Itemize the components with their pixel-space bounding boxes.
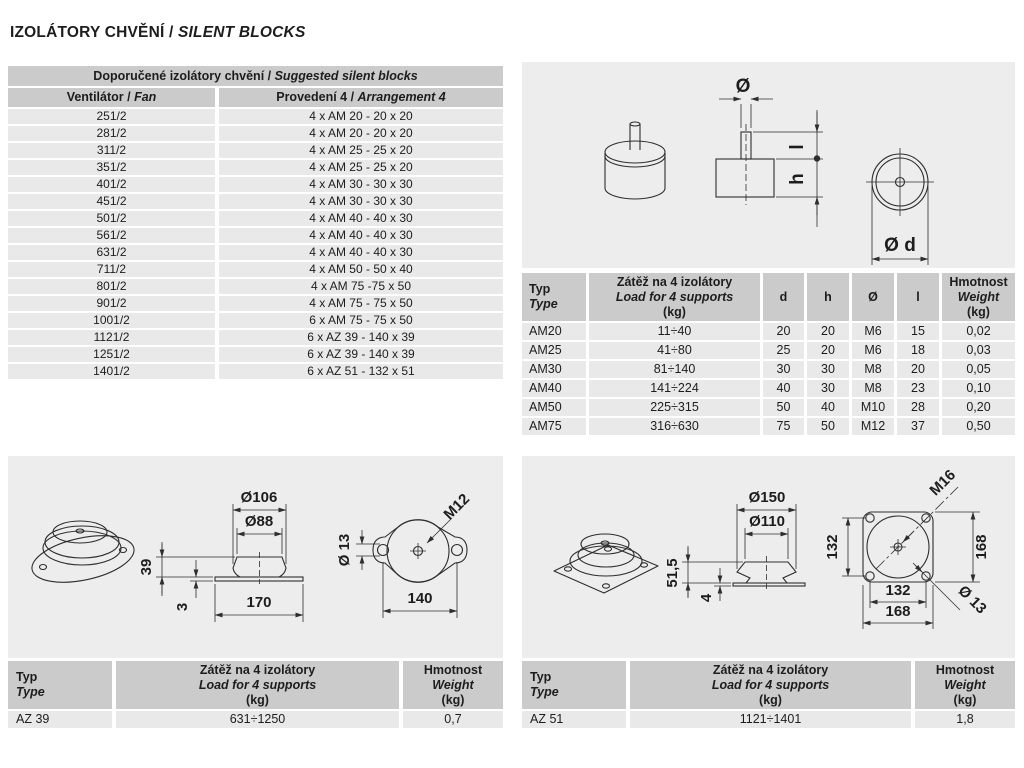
col-header-h: h: [807, 273, 849, 321]
l-cell: 18: [897, 342, 939, 359]
type-cell: AM20: [522, 323, 586, 340]
az51-spec-table: [522, 661, 1015, 730]
table-row: [522, 323, 1015, 340]
weight-cell: 0,05: [942, 361, 1015, 378]
az51-side-view: [664, 489, 805, 602]
d-cell: 40: [763, 380, 804, 397]
dim-label-az51-plate-thickness: 4: [698, 593, 715, 603]
az39-technical-drawing: [8, 456, 503, 658]
col-header-load: Zátěž na 4 izolátory Load for 4 supports (kg): [630, 661, 911, 709]
dim-label-body-diameter: Ø d: [884, 235, 916, 256]
fan-cell: 561/2: [8, 228, 215, 243]
am-spec-table: [522, 273, 1015, 437]
col-header-weight: Hmotnost Weight (kg): [403, 661, 503, 709]
az39-side-view: [138, 489, 303, 622]
d-cell: 75: [763, 418, 804, 435]
table-row: [8, 313, 503, 328]
col-header-type: Typ Type: [522, 273, 586, 321]
thread-cell: M10: [852, 399, 894, 416]
thread-cell: M6: [852, 323, 894, 340]
col-header-thread: Ø: [852, 273, 894, 321]
fan-cell: 501/2: [8, 211, 215, 226]
type-cell: AM30: [522, 361, 586, 378]
col-header-fan: Ventilátor / Fan: [8, 88, 215, 107]
arrangement-cell: 4 x AM 40 - 40 x 30: [219, 211, 503, 226]
arrangement-cell: 4 x AM 30 - 30 x 30: [219, 177, 503, 192]
dim-label-az39-height: 39: [138, 558, 155, 576]
am-drawing-panel: [522, 62, 1015, 268]
d-cell: 50: [763, 399, 804, 416]
table-row: [8, 364, 503, 379]
am-technical-drawing: [522, 62, 1015, 268]
weight-cell: 0,20: [942, 399, 1015, 416]
load-cell: 631÷1250: [116, 711, 399, 728]
l-cell: 15: [897, 323, 939, 340]
arrangement-cell: 6 x AZ 51 - 132 x 51: [219, 364, 503, 379]
thread-cell: M8: [852, 380, 894, 397]
az39-drawing-panel: [8, 456, 503, 658]
table-row: [8, 109, 503, 124]
thread-cell: M6: [852, 342, 894, 359]
fan-cell: 281/2: [8, 126, 215, 141]
fan-cell: 401/2: [8, 177, 215, 192]
load-cell: 141÷224: [589, 380, 760, 397]
l-cell: 37: [897, 418, 939, 435]
dim-label-az39-plate-width: 170: [246, 594, 272, 611]
type-cell: AZ 51: [522, 711, 626, 728]
col-header-l: l: [897, 273, 939, 321]
load-cell: 225÷315: [589, 399, 760, 416]
l-cell: 28: [897, 399, 939, 416]
load-cell: 1121÷1401: [630, 711, 911, 728]
fan-cell: 251/2: [8, 109, 215, 124]
load-cell: 316÷630: [589, 418, 760, 435]
weight-cell: 1,8: [915, 711, 1015, 728]
arrangement-cell: 4 x AM 75 - 75 x 50: [219, 296, 503, 311]
type-cell: AM40: [522, 380, 586, 397]
dim-label-h: h: [787, 173, 808, 185]
d-cell: 25: [763, 342, 804, 359]
table-row: [8, 228, 503, 243]
d-cell: 30: [763, 361, 804, 378]
weight-cell: 0,7: [403, 711, 503, 728]
load-cell: 11÷40: [589, 323, 760, 340]
table-row: [522, 418, 1015, 435]
type-cell: AM75: [522, 418, 586, 435]
load-cell: 41÷80: [589, 342, 760, 359]
dim-label-az39-hole-diameter: Ø 13: [336, 533, 353, 567]
weight-cell: 0,50: [942, 418, 1015, 435]
arrangement-cell: 6 x AZ 39 - 140 x 39: [219, 330, 503, 345]
az39-table-header-row: [8, 661, 503, 709]
az51-table-header-row: [522, 661, 1015, 709]
am-side-view: [716, 76, 823, 227]
fan-cell: 451/2: [8, 194, 215, 209]
thread-cell: M12: [852, 418, 894, 435]
table-row: [8, 245, 503, 260]
dim-label-az51-plate-size-h: 168: [885, 603, 911, 620]
fan-table-title-cs: Doporučené izolátory chvění /: [93, 69, 275, 83]
col-header-d: d: [763, 273, 804, 321]
fan-cell: 1251/2: [8, 347, 215, 362]
page-title-en: SILENT BLOCKS: [178, 24, 306, 41]
l-cell: 23: [897, 380, 939, 397]
dim-label-az39-outer-diameter: Ø106: [240, 489, 278, 506]
table-row: [8, 296, 503, 311]
fan-cell: 711/2: [8, 262, 215, 277]
table-row: [8, 211, 503, 226]
dim-label-az51-plate-size-v: 168: [973, 534, 990, 560]
h-cell: 30: [807, 361, 849, 378]
am-table-header-row: [522, 273, 1015, 321]
dim-label-az51-thread: M16: [926, 466, 960, 500]
dim-label-az51-inner-diameter: Ø110: [749, 513, 785, 530]
az51-top-view: [824, 466, 990, 629]
arrangement-cell: 6 x AZ 39 - 140 x 39: [219, 347, 503, 362]
dim-label-az39-plate-thickness: 3: [174, 602, 191, 612]
fan-cell: 351/2: [8, 160, 215, 175]
table-row: [522, 361, 1015, 378]
dim-label-az51-outer-diameter: Ø150: [748, 489, 786, 506]
dim-label-az51-hole-spacing-v: 132: [824, 534, 841, 560]
arrangement-cell: 4 x AM 25 - 25 x 20: [219, 160, 503, 175]
thread-cell: M8: [852, 361, 894, 378]
dim-label-az39-thread: M12: [440, 490, 474, 524]
fan-cell: 1001/2: [8, 313, 215, 328]
fan-cell: 901/2: [8, 296, 215, 311]
dim-label-az51-height: 51,5: [664, 558, 681, 588]
table-row: [8, 143, 503, 158]
col-header-weight: Hmotnost Weight (kg): [915, 661, 1015, 709]
table-row: [8, 347, 503, 362]
arrangement-cell: 4 x AM 75 -75 x 50: [219, 279, 503, 294]
arrangement-cell: 4 x AM 20 - 20 x 20: [219, 109, 503, 124]
type-cell: AM50: [522, 399, 586, 416]
table-row: [8, 262, 503, 277]
dim-label-az51-hole-diameter: Ø 13: [954, 582, 990, 618]
suggested-silent-blocks-table: [8, 66, 503, 381]
h-cell: 30: [807, 380, 849, 397]
fan-table-header-row: [8, 88, 503, 107]
fan-table-title-en: Suggested silent blocks: [274, 69, 418, 83]
table-row: [8, 194, 503, 209]
col-header-arrangement: Provedení 4 / Arrangement 4: [219, 88, 503, 107]
page-title: [10, 24, 305, 42]
arrangement-cell: 4 x AM 40 - 40 x 30: [219, 228, 503, 243]
d-cell: 20: [763, 323, 804, 340]
col-header-load: Zátěž na 4 izolátory Load for 4 supports (kg): [116, 661, 399, 709]
fan-table-title: [8, 66, 503, 86]
table-row: [8, 279, 503, 294]
table-row: [522, 380, 1015, 397]
col-header-type: Typ Type: [522, 661, 626, 709]
col-header-load: Zátěž na 4 izolátory Load for 4 supports (kg): [589, 273, 760, 321]
dim-label-stud-diameter: Ø: [735, 76, 751, 97]
table-row: [522, 711, 1015, 728]
am-3d-view: [605, 122, 665, 199]
az51-technical-drawing: [522, 456, 1015, 658]
weight-cell: 0,02: [942, 323, 1015, 340]
az51-drawing-panel: [522, 456, 1015, 658]
az39-spec-table: [8, 661, 503, 730]
arrangement-cell: 4 x AM 30 - 30 x 30: [219, 194, 503, 209]
table-row: [8, 177, 503, 192]
dim-label-l: l: [787, 144, 808, 150]
table-row: [522, 342, 1015, 359]
h-cell: 50: [807, 418, 849, 435]
fan-cell: 1401/2: [8, 364, 215, 379]
az39-top-view: [336, 490, 473, 618]
table-row: [522, 399, 1015, 416]
dim-label-az51-hole-spacing-h: 132: [885, 582, 911, 599]
weight-cell: 0,10: [942, 380, 1015, 397]
h-cell: 20: [807, 342, 849, 359]
type-cell: AZ 39: [8, 711, 112, 728]
az51-3d-view: [554, 534, 658, 593]
type-cell: AM25: [522, 342, 586, 359]
fan-cell: 801/2: [8, 279, 215, 294]
l-cell: 20: [897, 361, 939, 378]
dim-label-az39-hole-spacing: 140: [407, 590, 433, 607]
table-row: [8, 160, 503, 175]
table-row: [8, 711, 503, 728]
h-cell: 40: [807, 399, 849, 416]
weight-cell: 0,03: [942, 342, 1015, 359]
table-row: [8, 330, 503, 345]
h-cell: 20: [807, 323, 849, 340]
col-header-type: Typ Type: [8, 661, 112, 709]
page-title-cs: IZOLÁTORY CHVĚNÍ /: [10, 24, 179, 41]
fan-cell: 311/2: [8, 143, 215, 158]
dim-label-az39-inner-diameter: Ø88: [244, 513, 274, 530]
table-row: [8, 126, 503, 141]
az39-3d-view: [28, 521, 138, 590]
col-header-weight: Hmotnost Weight (kg): [942, 273, 1015, 321]
am-top-view: [866, 148, 934, 265]
arrangement-cell: 6 x AM 75 - 75 x 50: [219, 313, 503, 328]
arrangement-cell: 4 x AM 40 - 40 x 30: [219, 245, 503, 260]
fan-cell: 631/2: [8, 245, 215, 260]
load-cell: 81÷140: [589, 361, 760, 378]
arrangement-cell: 4 x AM 50 - 50 x 40: [219, 262, 503, 277]
arrangement-cell: 4 x AM 25 - 25 x 20: [219, 143, 503, 158]
fan-cell: 1121/2: [8, 330, 215, 345]
arrangement-cell: 4 x AM 20 - 20 x 20: [219, 126, 503, 141]
